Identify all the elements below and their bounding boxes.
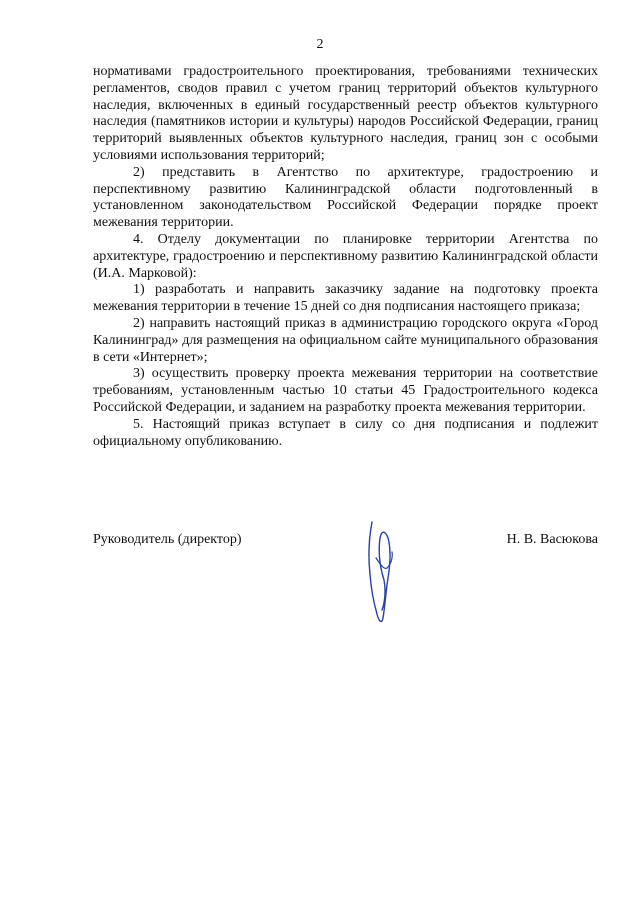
signature-block bbox=[93, 532, 598, 552]
paragraph: 3) осуществить проверку проекта межевания территории на соответствие требованиям, установленным частью 10 статьи 45 Градостроительного кодекса Российской Федерации, и заданием на разработку проекта межевания территории. bbox=[93, 366, 598, 415]
signer-name: Н. В. Васюкова bbox=[506, 532, 598, 547]
signer-title: Руководитель (директор) bbox=[93, 532, 242, 547]
paragraph: 1) разработать и направить заказчику задание на подготовку проекта межевания территории в течение 15 дней со дня подписания настоящего приказа; bbox=[93, 282, 598, 315]
signature-stroke bbox=[369, 522, 390, 621]
paragraph: нормативами градостроительного проектирования, требованиями технических регламентов, сводов правил с учетом границ территорий объектов культурного наследия, включенных в единый государственный реестр объектов культурного наследия (памятников истории и культуры) народов Российской Федерации, границ территорий выявленных объектов культурного наследия, границ зон с особыми условиями использования территорий; bbox=[93, 64, 598, 163]
page-number: 2 bbox=[316, 37, 324, 52]
paragraph: 2) представить в Агентство по архитектуре, градостроению и перспективному развитию Калининградской области подготовленный в установленном законодательством Российской Федерации порядке проект межевания территории. bbox=[93, 164, 598, 231]
document-body bbox=[93, 64, 598, 450]
paragraph: 4. Отделу документации по планировке территории Агентства по архитектуре, градостроению и перспективному развитию Калининградской области (И.А. Марковой): bbox=[93, 231, 598, 281]
paragraph: 5. Настоящий приказ вступает в силу со дня подписания и подлежит официальному опубликованию. bbox=[93, 416, 598, 449]
handwritten-signature bbox=[358, 518, 408, 630]
paragraph: 2) направить настоящий приказ в администрацию городского округа «Город Калининград» для размещения на официальном сайте муниципального образования в сети «Интернет»; bbox=[93, 315, 598, 365]
